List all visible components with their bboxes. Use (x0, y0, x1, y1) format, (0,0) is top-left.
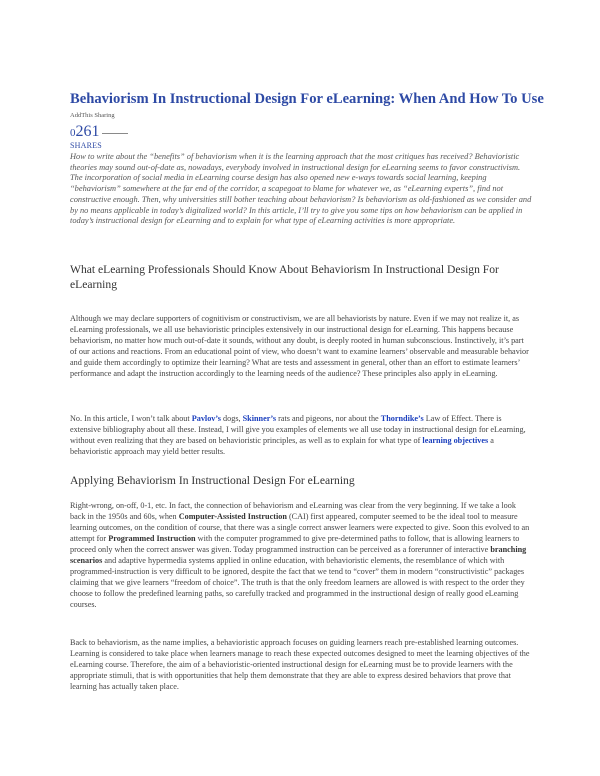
share-count-prefix: 0 (70, 127, 76, 139)
share-count-divider (102, 133, 128, 134)
bold-term-programmed-instruction: Programmed Instruction (108, 534, 196, 543)
paragraph-text: dogs, (221, 414, 243, 423)
paragraph-text: Law of Effect. There is extensive bibliography about all these. Instead, I will give you examples of elements we all use today in instructional design for eLearning, without even realizing that they are based on behavioristic principles, as well as to explain for what type of (70, 414, 526, 445)
skinner-link[interactable]: Skinner’s (242, 414, 277, 423)
section-heading-what-professionals-should-know: What eLearning Professionals Should Know About Behaviorism In Instructional Design For eLearning (70, 263, 499, 291)
section-2-paragraph-2: Back to behaviorism, as the name implies, a behavioristic approach focuses on guiding learners reach pre-established learning outcomes. Learning is considered to take place when learners manage to reach these expected outcomes designed to meet the learning objectives of the eLearning course. Therefore, the aim of a behavioristic-oriented instructional design for eLearning must be to provide learners with the appropriate stimuli, that is with opportunities that help them demonstrate that they are able to express desired behaviors that prove that learning has actually taken place. (70, 638, 530, 691)
paragraph-text: Right-wrong, on-off, 0-1, etc. In fact, the connection of behaviorism and eLearning was clear from the very beginning. If we take a look back in the 1950s and 60s, when (70, 501, 516, 521)
share-count-number: 261 (75, 123, 100, 140)
paragraph-text: a behavioristic approach may yield better results. (70, 436, 494, 456)
article-title: Behaviorism In Instructional Design For eLearning: When And How To Use (70, 90, 544, 107)
section-1-paragraph-2 (70, 413, 532, 457)
thorndike-link[interactable]: Thorndike’s (380, 414, 424, 423)
paragraph-text: and adaptive hypermedia systems applied in online education, with behavioristic elements, the resemblance of which with programmed-instruction is very difficult to be ignored, despite the fact that we tend to “cover” them in modern “constructivistic” packages claiming that we give learners “freedom of choice”. The truth is that the only freedom learners are allowed is with respect to the order they choose to follow the predefined learning paths, so carefully tracked and programmed in the instructional design of really good eLearning courses. (70, 556, 525, 609)
learning-objectives-link[interactable]: learning objectives (422, 436, 489, 445)
bold-term-cai: Computer-Assisted Instruction (178, 512, 287, 521)
shares-label: SHARES (70, 141, 102, 150)
section-1-paragraph-1: Although we may declare supporters of cognitivism or constructivism, we are all behaviorists by nature. Even if we may not realize it, as eLearning professionals, we all use behavioristic principles extensively in our instructional design for eLearning. This happens because behaviorism, no matter how much out-of-date it sounds, without any doubt, is deeply rooted in human subconscious. Instinctively, it’s part of our actions and reactions. From an educational point of view, who doesn’t want to examine learners’ observable and measurable behavior and guide them accordingly to optimize their learning? What are tests and assessment in general, other than an effort to estimate learners’ performance and adapt the instruction accordingly to the learning needs of the audience? These principles also apply in eLearning. (70, 314, 529, 378)
section-2-paragraph-1 (70, 500, 532, 610)
article-intro: How to write about the “benefits” of behaviorism when it is the learning approach that the most critiques has received? Behavioristic theories may sound out-of-date as, nowadays, everybody involved in instructional design for eLearning seems to favor constructivism. The incorporation of social media in eLearning course design has also opened new e-ways towards social learning, keeping “behaviorism” somewhere at the far end of the corridor, a scapegoat to blame for whatever we, as “eLearning experts”, find not constructive enough. Then, why universities still bother teaching about behaviorism? Is behaviorism as old-fashioned as we consider and by no means applicable in today’s digitalized world? In this article, I’ll try to give you some tips on how behaviorism can be applied in today’s instructional design for eLearning and to explain for what type of eLearning activities is more appropriate. (70, 152, 532, 226)
paragraph-text: (CAI) first appeared, computer seemed to be the ideal tool to measure learning outcomes, on the condition of course, that there was a single correct answer learners were expected to give. Soon this evolved to an attempt for (70, 512, 530, 543)
paragraph-text: rats and pigeons, nor about the (276, 414, 381, 423)
pavlov-link[interactable]: Pavlov’s (191, 414, 221, 423)
paragraph-text: No. In this article, I won’t talk about (70, 414, 192, 423)
addthis-label: AddThis Sharing (70, 112, 115, 119)
bold-term-branching-scenarios: branching scenarios (70, 545, 527, 565)
section-heading-applying-behaviorism: Applying Behaviorism In Instructional Design For eLearning (70, 474, 355, 487)
paragraph-text: with the computer programmed to give pre-determined paths to follow, that is allowing learners to proceed only when the correct answer was given. Today programmed instruction can be perceived as a forerunner of interactive (70, 534, 520, 554)
share-widget (70, 112, 270, 151)
share-count[interactable] (70, 124, 270, 140)
